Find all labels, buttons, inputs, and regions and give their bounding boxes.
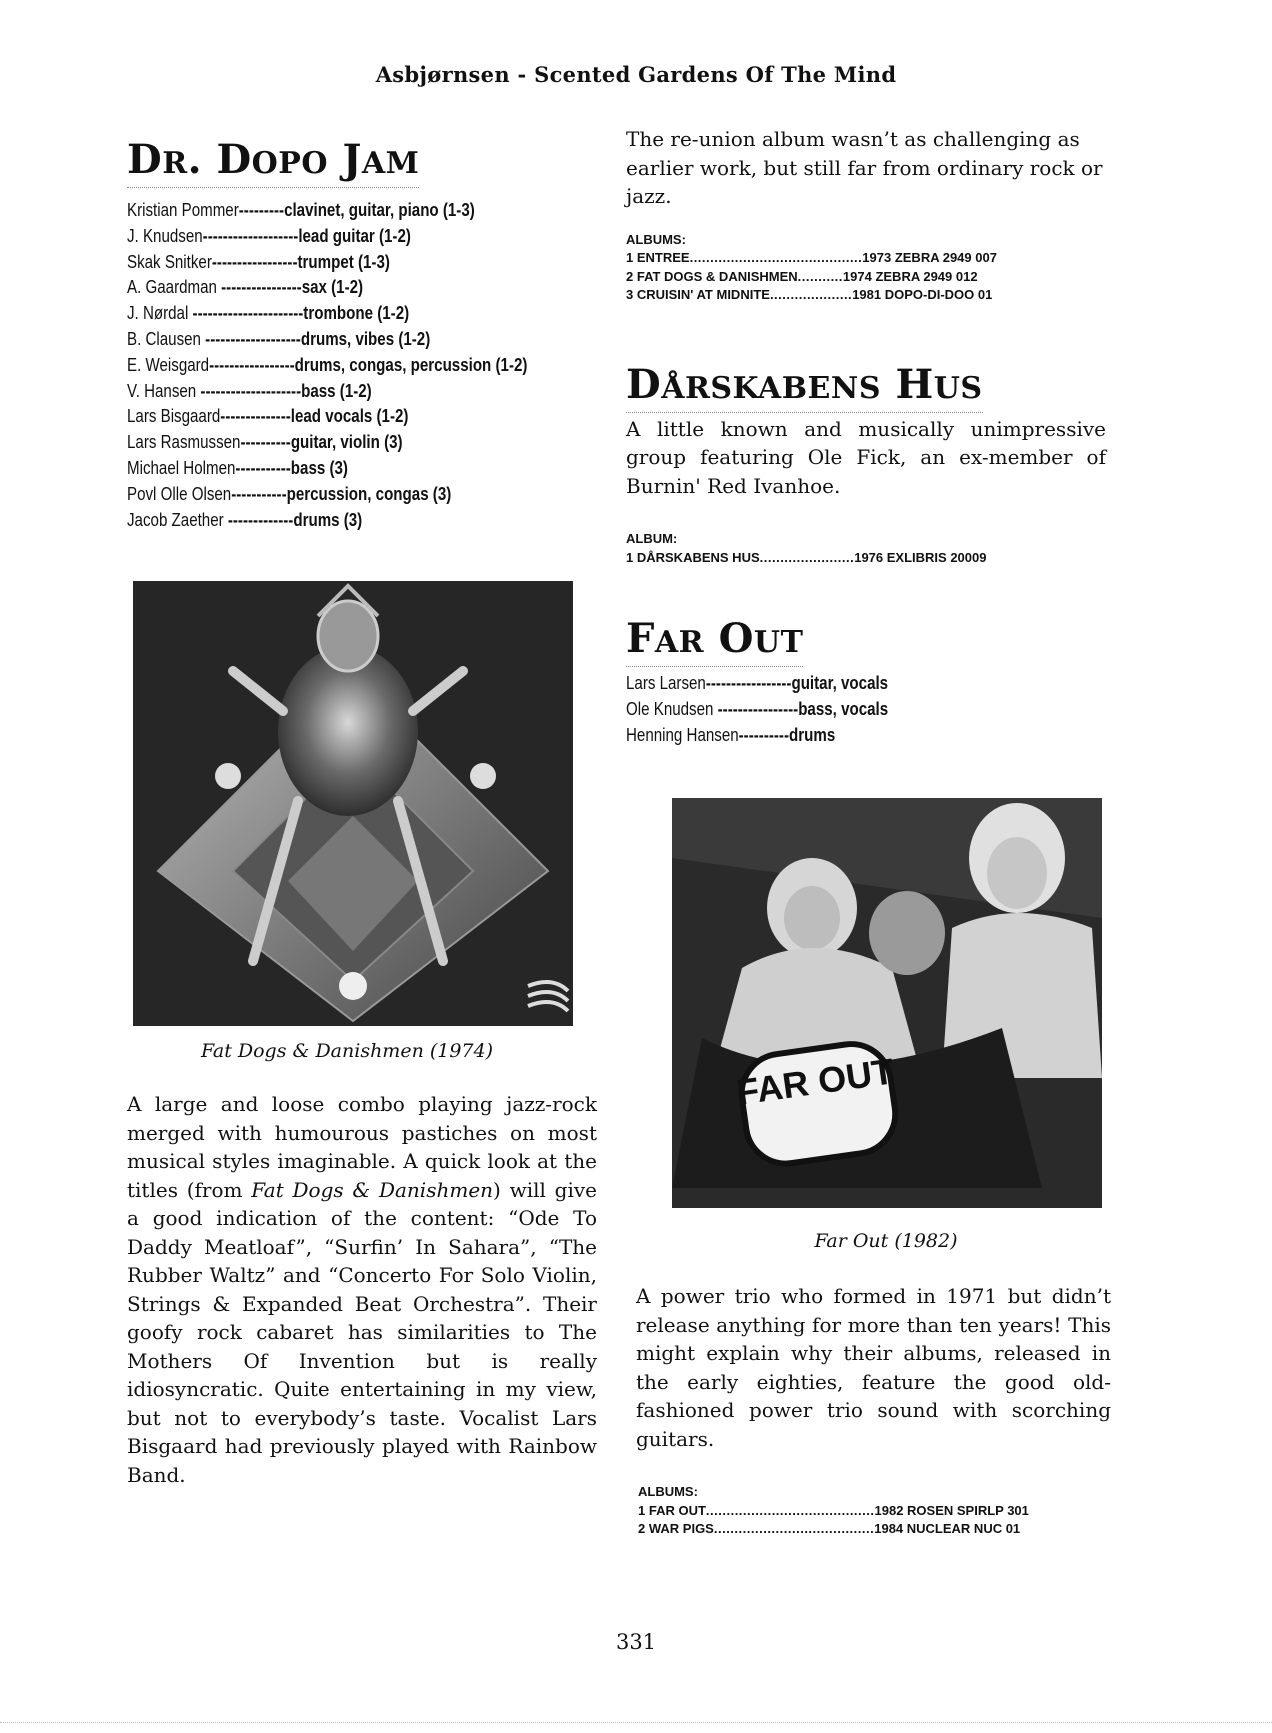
caption-fat-dogs: Fat Dogs & Danishmen (1974)	[200, 1040, 494, 1063]
album-cover-fat-dogs	[133, 581, 573, 1026]
member-dashes: -------------------	[202, 225, 299, 246]
album-row	[638, 1502, 1116, 1521]
album-dots: .......................	[759, 549, 855, 565]
member-list	[127, 198, 597, 533]
member-dashes: -----------------	[211, 251, 298, 272]
member-dashes: ----------------------	[188, 303, 304, 324]
member-role: trumpet (1-3)	[297, 251, 390, 272]
member-name: Skak Snitker	[127, 251, 212, 272]
dr-dopo-jam-albums	[626, 231, 1116, 305]
member-dashes: ----------------	[216, 277, 302, 298]
right-column	[626, 125, 1116, 1539]
member-row	[626, 671, 1038, 697]
member-row	[127, 224, 522, 250]
album-dots: ...........	[797, 268, 843, 284]
album-info: 1973 ZEBRA 2949 007	[862, 250, 997, 265]
member-role: drums	[789, 724, 836, 745]
member-dashes: -----------------	[209, 354, 295, 375]
member-dashes: ----------	[240, 432, 291, 453]
album-title: 3 CRUISIN' AT MIDNITE	[626, 287, 770, 302]
member-role: lead vocals (1-2)	[290, 406, 409, 427]
member-name: A. Gaardman	[127, 277, 217, 298]
album-info: 1984 NUCLEAR NUC 01	[874, 1521, 1021, 1537]
member-row	[127, 508, 522, 534]
member-role: trombone (1-2)	[303, 303, 410, 324]
member-name: Lars Bisgaard	[127, 406, 221, 427]
far-out-member-list	[626, 671, 1116, 748]
member-dashes: ---------	[238, 200, 285, 220]
album-title: 2 WAR PIGS	[638, 1521, 714, 1537]
band-photo-far-out	[672, 798, 1102, 1208]
member-name: Jacob Zaether	[127, 509, 224, 530]
member-row	[127, 482, 522, 508]
album-dots: .........................................	[705, 1502, 875, 1518]
member-row	[127, 275, 522, 301]
album-title: 1 DÅRSKABENS HUS	[626, 549, 760, 565]
member-dashes: -----------	[231, 483, 287, 504]
album-title: 1 ENTREE	[626, 250, 690, 265]
album-info: 1981 DOPO-DI-DOO 01	[852, 287, 993, 302]
caption-far-out: Far Out (1982)	[814, 1230, 958, 1253]
album-row	[626, 249, 1116, 268]
member-role: bass (3)	[290, 457, 348, 478]
dr-dopo-jam-reunion-text: The re-union album wasn’t as challenging as earlier work, but still far from ordinary rock or jazz.	[626, 127, 1103, 208]
member-name: V. Hansen	[127, 380, 197, 401]
album-row	[638, 1520, 1116, 1539]
member-role: percussion, congas (3)	[286, 483, 452, 504]
far-out-albums	[638, 1483, 1116, 1539]
page-number: 331	[615, 1630, 657, 1654]
far-out-description: A power trio who formed in 1971 but didn’t release anything for more than ten years! This might explain why their albums, released in the early eighties, feature the good old-fashioned power trio sound with scorching guitars.	[636, 1284, 1111, 1451]
member-row	[127, 404, 522, 430]
member-row	[127, 250, 522, 276]
band-title-dr-dopo-jam: DR. DOPO JAM	[127, 138, 419, 188]
member-name: Povl Olle Olsen	[127, 483, 232, 504]
darskabens-hus-description: A little known and musically unimpressive group featuring Ole Fick, an ex-member of Burnin' Red Ivanhoe.	[626, 416, 1106, 498]
member-role: drums, vibes (1-2)	[300, 328, 431, 349]
album-dots: ..........................................	[689, 250, 863, 265]
far-out-logo-text: FAR OUT	[734, 1050, 897, 1114]
member-name: Kristian Pommer	[127, 200, 239, 220]
member-role: lead guitar (1-2)	[298, 225, 411, 246]
member-name: E. Weisgard	[127, 354, 210, 375]
member-role: drums (3)	[293, 509, 363, 530]
album-dots: .......................................	[713, 1521, 875, 1537]
member-row	[127, 353, 528, 379]
member-name: B. Clausen	[127, 328, 201, 349]
member-dashes: ----------------	[713, 698, 799, 719]
member-dashes: ----------	[738, 724, 790, 745]
albums-header: ALBUMS:	[638, 1484, 698, 1500]
member-row	[127, 327, 522, 353]
album-header: ALBUM:	[626, 531, 678, 546]
member-row	[127, 430, 522, 456]
member-role: bass, vocals	[798, 698, 889, 719]
member-role: guitar, vocals	[791, 673, 889, 693]
album-title: 1 FAR OUT	[638, 1502, 706, 1518]
album-info: 1976 EXLIBRIS 20009	[854, 549, 987, 565]
album-row	[626, 286, 1116, 305]
member-role: guitar, violin (3)	[290, 432, 403, 453]
member-dashes: -------------	[223, 509, 294, 530]
member-name: Lars Rasmussen	[127, 432, 241, 453]
bottom-rule	[0, 1722, 1272, 1725]
member-role: drums, congas, percussion (1-2)	[294, 354, 528, 375]
member-name: Michael Holmen	[127, 457, 236, 478]
member-dashes: --------------	[220, 406, 291, 427]
member-name: Henning Hansen	[626, 724, 739, 745]
member-row	[127, 456, 522, 482]
member-name: J. Knudsen	[127, 225, 203, 246]
albums-header: ALBUMS:	[626, 231, 686, 247]
album-info: 1982 ROSEN SPIRLP 301	[874, 1502, 1029, 1518]
member-row	[626, 723, 1038, 749]
member-name: Ole Knudsen	[626, 698, 714, 719]
member-role: bass (1-2)	[301, 380, 372, 401]
band-title-darskabens-hus: DÅRSKABENS HUS	[626, 363, 983, 413]
album-dots: ....................	[769, 287, 853, 302]
member-row	[127, 198, 522, 224]
member-row	[127, 301, 522, 327]
member-role: sax (1-2)	[301, 277, 364, 298]
member-name: J. Nørdal	[127, 303, 189, 324]
running-head: Asbjørnsen - Scented Gardens Of The Mind	[375, 62, 897, 87]
member-row	[626, 697, 1038, 723]
member-dashes: --------------------	[196, 380, 302, 401]
album-info: 1974 ZEBRA 2949 012	[842, 268, 978, 284]
album-row	[626, 268, 1116, 287]
member-name: Lars Larsen	[626, 673, 706, 693]
member-dashes: -----------	[235, 457, 291, 478]
darskabens-hus-albums	[626, 530, 1116, 567]
member-dashes: -----------------	[705, 673, 792, 693]
member-role: clavinet, guitar, piano (1-3)	[284, 200, 475, 220]
left-column	[127, 138, 597, 1489]
member-row	[127, 379, 522, 405]
album-row	[626, 549, 1116, 568]
album-title: 2 FAT DOGS & DANISHMEN	[626, 268, 798, 284]
dr-dopo-jam-description: A large and loose combo playing jazz-rock merged with humourous pastiches on most musical styles imaginable. A quick look at the titles (from Fat Dogs & Danishmen) will give a good indication of the content: “Ode To Daddy Meatloaf”, “Surfin’ In Sahara”, “The Rubber Waltz” and “Concerto For Solo Violin, Strings & Expanded Beat Orchestra”. Their goofy rock cabaret has similarities to The Mothers Of Invention but is really idiosyncratic. Quite entertaining in my view, but not to everybody’s taste. Vocalist Lars Bisgaard had previously played with Rainbow Band.	[127, 1092, 598, 1487]
member-dashes: -------------------	[200, 328, 301, 349]
band-title-far-out: FAR OUT	[626, 617, 803, 667]
